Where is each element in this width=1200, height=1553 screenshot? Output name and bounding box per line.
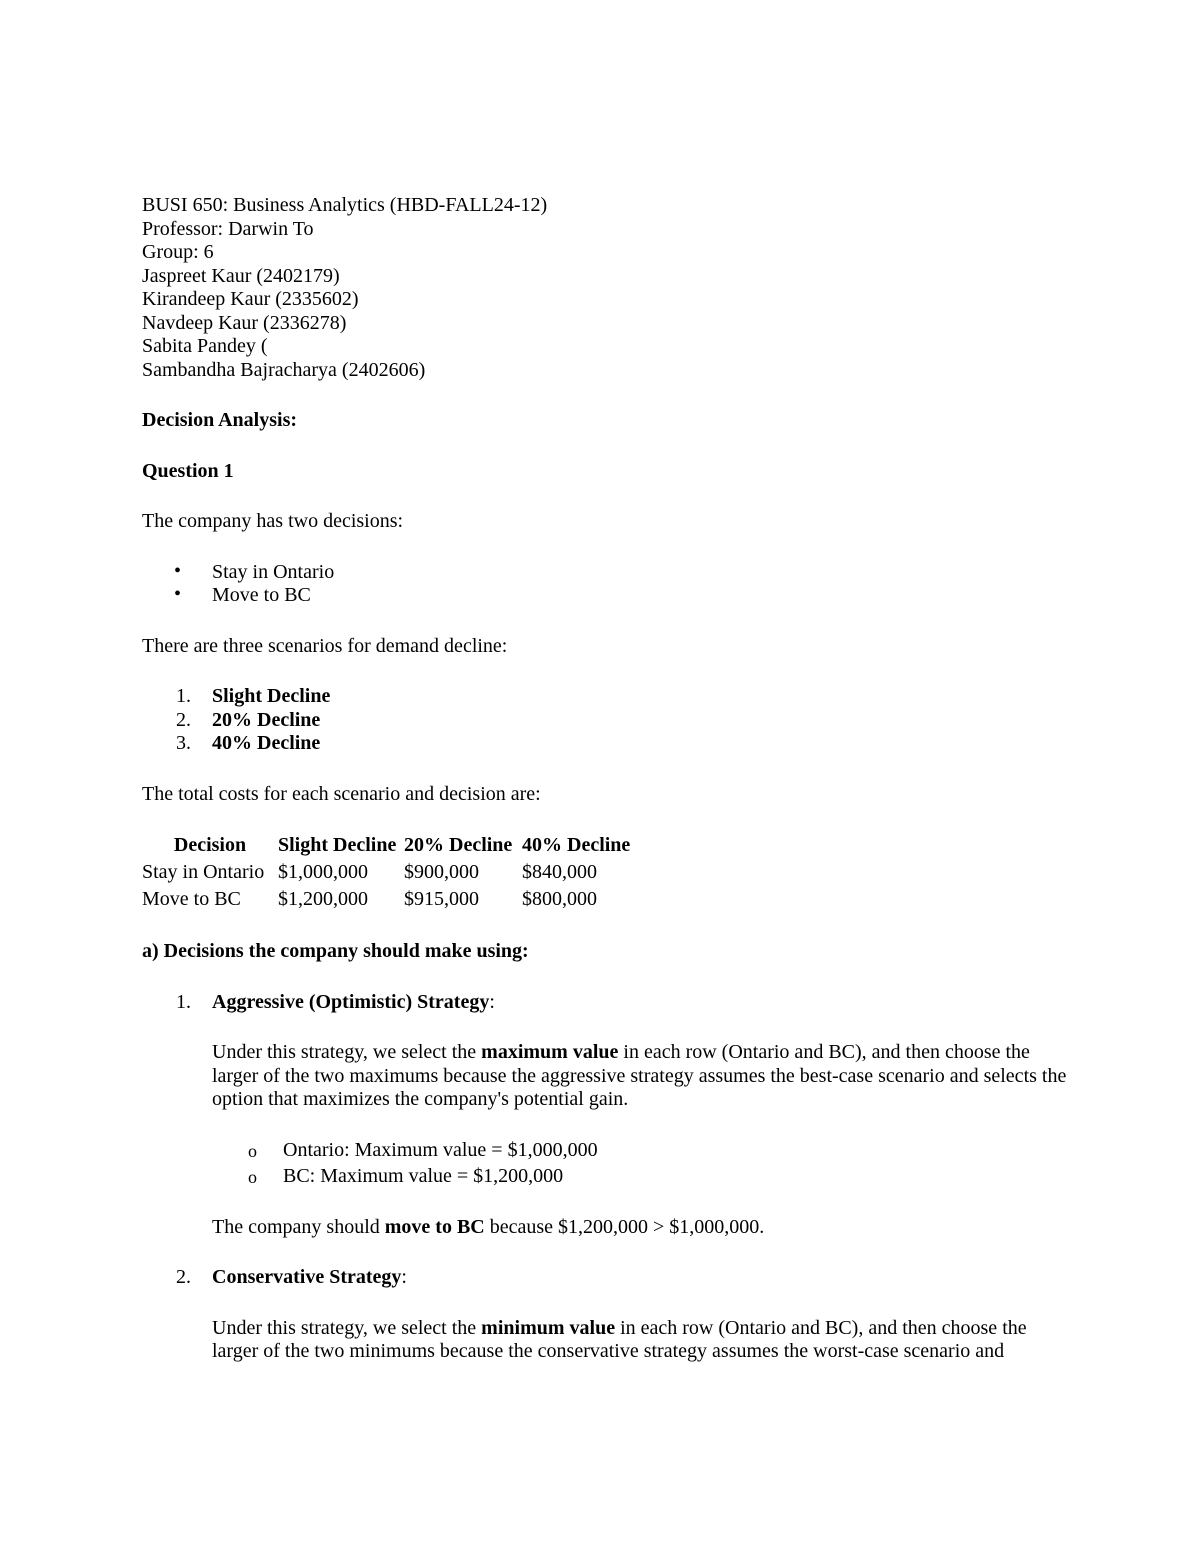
list-item: o BC: Maximum value = $1,200,000 xyxy=(142,1165,1072,1189)
member-name: Sambandha Bajracharya (2402606) xyxy=(142,358,426,381)
table-header-row xyxy=(142,832,642,859)
strategy-conclusion: The company should move to BC because $1,200,000 > $1,000,000. xyxy=(212,1215,765,1238)
strategy-paragraph: Under this strategy, we select the maximum value in each row (Ontario and BC), and then choose the larger of the two maximums because the aggressive strategy assumes the best-case scenario and selects the option that maximizes the company's potential gain. xyxy=(212,1041,1067,1110)
bullet-icon: • xyxy=(174,559,182,582)
strategy-heading: 1. Aggressive (Optimistic) Strategy: xyxy=(176,990,495,1013)
section-heading: Decision Analysis: xyxy=(142,409,298,431)
strategy-heading: 2. Conservative Strategy: xyxy=(176,1266,407,1288)
table-cell: Move to BC xyxy=(142,887,241,910)
list-item: • Move to BC xyxy=(174,583,311,606)
table-row xyxy=(142,859,642,886)
table-row xyxy=(142,886,642,913)
table-cell: $800,000 xyxy=(522,887,597,910)
circle-bullet-icon: o xyxy=(248,1140,257,1161)
list-item: 1. Slight Decline xyxy=(176,685,331,707)
table-header: Decision xyxy=(173,833,247,856)
bullet-icon: • xyxy=(174,583,182,605)
table-header: 20% Decline xyxy=(404,833,513,856)
costs-table xyxy=(142,832,642,913)
list-item: • Stay in Ontario xyxy=(174,559,335,583)
table-header: Slight Decline xyxy=(278,833,397,856)
table-cell: $1,000,000 xyxy=(278,860,368,883)
decisions-intro: The company has two decisions: xyxy=(142,510,404,532)
circle-bullet-icon: o xyxy=(248,1167,257,1187)
member-name: Navdeep Kaur (2336278) xyxy=(142,311,347,334)
question-heading: Question 1 xyxy=(142,459,234,482)
list-item: 3. 40% Decline xyxy=(176,732,321,754)
member-name: Kirandeep Kaur (2335602) xyxy=(142,288,359,310)
costs-intro: The total costs for each scenario and decision are: xyxy=(142,782,541,805)
table-cell: $1,200,000 xyxy=(278,887,368,910)
part-a-heading: a) Decisions the company should make using: xyxy=(142,940,529,962)
table-cell: $840,000 xyxy=(522,860,597,883)
strategy-paragraph: Under this strategy, we select the minimum value in each row (Ontario and BC), and then choose the larger of the two minimums because the conservative strategy assumes the worst-case scenario and xyxy=(212,1316,1027,1362)
group-line: Group: 6 xyxy=(142,241,214,263)
table-cell: $900,000 xyxy=(404,860,479,883)
member-name: Jaspreet Kaur (2402179) xyxy=(142,264,340,287)
document-page xyxy=(142,194,1072,1364)
list-item: o Ontario: Maximum value = $1,000,000 xyxy=(142,1139,1072,1163)
table-cell: $915,000 xyxy=(404,887,479,910)
scenarios-intro: There are three scenarios for demand decline: xyxy=(142,634,508,657)
table-cell: Stay in Ontario xyxy=(142,860,265,883)
table-header: 40% Decline xyxy=(522,833,631,856)
member-name: Sabita Pandey ( xyxy=(142,335,268,357)
course-title: BUSI 650: Business Analytics (HBD-FALL24-12) xyxy=(142,194,548,216)
professor-line: Professor: Darwin To xyxy=(142,217,314,240)
list-item: 2. 20% Decline xyxy=(176,708,321,731)
